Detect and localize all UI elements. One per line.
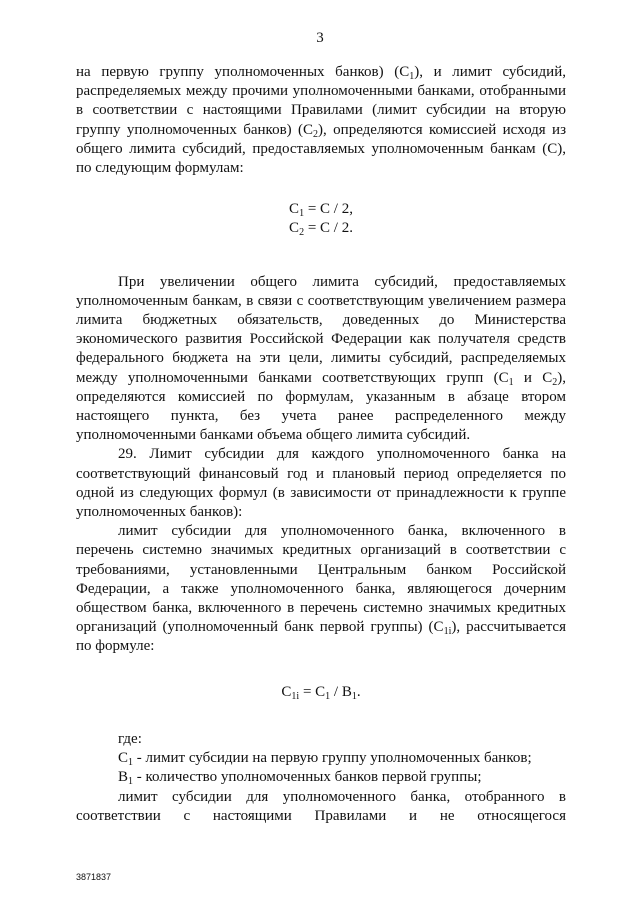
limit-increase-paragraph: [76, 273, 566, 446]
item-29-paragraph: 29. Лимит субсидии для каждого уполномоченного банка на соответствующий финансовый год и плановый период определяется по одной из следующих формул (в зависимости от принадлежности к группе уполномоченных банков):: [76, 446, 566, 521]
intro-paragraph: [76, 63, 566, 178]
formula-line-c2: $C_2 = C / 2$.: [289, 220, 353, 239]
first-group-paragraph: [76, 522, 566, 656]
text-run: на первую группу уполномоченных банков) (С: [76, 64, 410, 80]
text-run: ), определяются комиссией исходя из общего лимита субсидий, предоставляемых уполномоченным банкам (С), по следующим формулам:: [76, 121, 566, 177]
text-run: и С: [513, 369, 553, 386]
subscript: 1i: [443, 626, 452, 638]
document-body: [76, 63, 566, 826]
subscript: 1: [508, 376, 514, 388]
text-run: лимит субсидии для уполномоченного банка, включенного в перечень системно значимых кредитных организаций в соответствии с требованиями, установленными Центральным банком Российской Федерации, а также уполномоченного банка, являющегося дочерним обществом банка, включенного в перечень системно значимых кредитных организаций (уполномоченный банк первой группы) (С: [76, 523, 566, 636]
subscript: 2: [552, 376, 558, 388]
subscript: 2: [313, 128, 319, 140]
page-number: 3: [316, 30, 324, 46]
document-code: 3871837: [76, 872, 112, 882]
second-group-paragraph: лимит субсидии для уполномоченного банка, отобранного в соответствии с настоящими Правилами и не относящегося: [76, 788, 566, 824]
definition-c1: $С_1$ - лимит субсидии на первую группу уполномоченных банков;: [118, 750, 532, 769]
formula-line-c1: $C_1 = C / 2$,: [289, 201, 353, 220]
formula-c1i: $C_{1i} = C_1 / B_1$.: [281, 683, 361, 702]
definition-b1: $B_1$ - количество уполномоченных банков первой группы;: [118, 769, 482, 788]
formula-c1-c2: [76, 200, 566, 238]
where-label: где:: [118, 730, 142, 747]
text-run: При увеличении общего лимита субсидий, предоставляемых уполномоченным банкам, в связи с соответствующим увеличением размера лимита бюджетных обязательств, доведенных до Министерства экономического развития Российской Федерации как получателя средств федерального бюджета на эти цели, лимиты субсидий, распределяемых между уполномоченными банками соответствующих групп (С: [76, 273, 566, 386]
text-run: ), рассчитывается по формуле:: [76, 619, 566, 655]
subscript: 1: [409, 71, 415, 82]
text-run: ), и лимит субсидий, распределяемых между прочими уполномоченными банками, отобранными в соответствии с настоящими Правилами (лимит субсидии на вторую группу уполномоченных банков) (С: [76, 64, 566, 138]
text-run: ), определяются комиссией по формулам, указанным в абзаце втором настоящего пункта, без учета ранее распределенного между уполномоченными банками объема общего лимита субсидий.: [76, 369, 566, 444]
